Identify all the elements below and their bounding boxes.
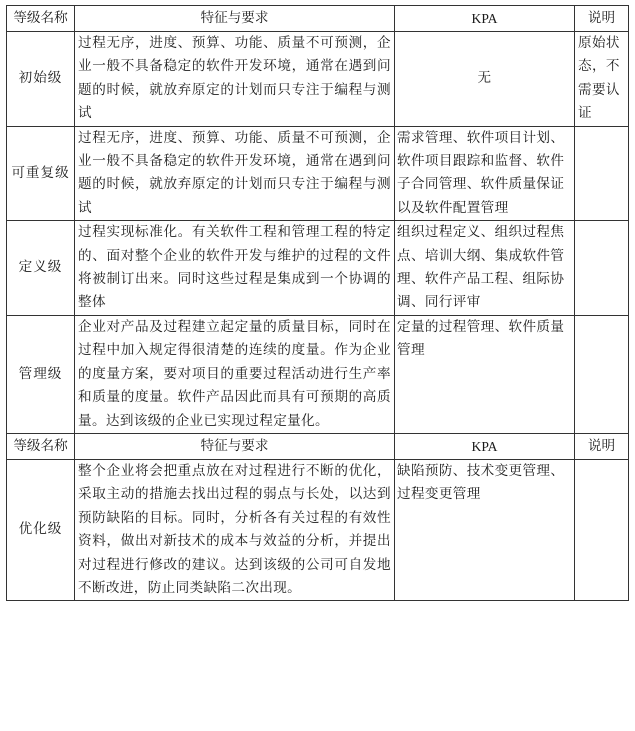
table-row xyxy=(7,32,629,127)
note-cell xyxy=(575,221,629,316)
cmm-level-table xyxy=(6,5,629,601)
header-kpa: KPA xyxy=(395,6,575,32)
header-kpa: KPA xyxy=(395,433,575,459)
features-cell: 过程无序，进度、预算、功能、质量不可预测，企业一般不具备稳定的软件开发环境，通常在遇到问题的时候，就放弃原定的计划而只专注于编程与测试 xyxy=(75,126,395,221)
header-features: 特征与要求 xyxy=(75,6,395,32)
note-cell: 原始状态，不需要认证 xyxy=(575,32,629,127)
kpa-cell: 无 xyxy=(395,32,575,127)
kpa-cell: 需求管理、软件项目计划、软件项目跟踪和监督、软件子合同管理、软件质量保证以及软件配置管理 xyxy=(395,126,575,221)
level-name: 管理级 xyxy=(7,315,75,433)
kpa-cell: 定量的过程管理、软件质量管理 xyxy=(395,315,575,433)
level-name: 初始级 xyxy=(7,32,75,127)
table-header-row-repeat xyxy=(7,433,629,459)
kpa-cell: 缺陷预防、技术变更管理、过程变更管理 xyxy=(395,459,575,600)
note-cell xyxy=(575,459,629,600)
header-level: 等级名称 xyxy=(7,433,75,459)
table-header-row xyxy=(7,6,629,32)
features-cell: 过程实现标准化。有关软件工程和管理工程的特定的、面对整个企业的软件开发与维护的过程的文件将被制订出来。同时这些过程是集成到一个协调的整体 xyxy=(75,221,395,316)
features-cell: 企业对产品及过程建立起定量的质量目标，同时在过程中加入规定得很清楚的连续的度量。作为企业的度量方案，要对项目的重要过程活动进行生产率和质量的度量。软件产品因此而具有可预期的高质量。达到该级的企业已实现过程定量化。 xyxy=(75,315,395,433)
table-row xyxy=(7,126,629,221)
features-cell: 整个企业将会把重点放在对过程进行不断的优化，采取主动的措施去找出过程的弱点与长处，以达到预防缺陷的目标。同时，分析各有关过程的有效性资料，做出对新技术的成本与效益的分析，并提出对过程进行修改的建议。达到该级的公司可自发地不断改进，防止同类缺陷二次出现。 xyxy=(75,459,395,600)
note-cell xyxy=(575,315,629,433)
level-name: 优化级 xyxy=(7,459,75,600)
header-note: 说明 xyxy=(575,433,629,459)
table-row xyxy=(7,459,629,600)
table-row xyxy=(7,315,629,433)
level-name: 可重复级 xyxy=(7,126,75,221)
note-cell xyxy=(575,126,629,221)
kpa-cell: 组织过程定义、组织过程焦点、培训大纲、集成软件管理、软件产品工程、组际协调、同行评审 xyxy=(395,221,575,316)
level-name: 定义级 xyxy=(7,221,75,316)
table-row xyxy=(7,221,629,316)
header-level: 等级名称 xyxy=(7,6,75,32)
header-note: 说明 xyxy=(575,6,629,32)
header-features: 特征与要求 xyxy=(75,433,395,459)
features-cell: 过程无序，进度、预算、功能、质量不可预测，企业一般不具备稳定的软件开发环境，通常在遇到问题的时候，就放弃原定的计划而只专注于编程与测试 xyxy=(75,32,395,127)
